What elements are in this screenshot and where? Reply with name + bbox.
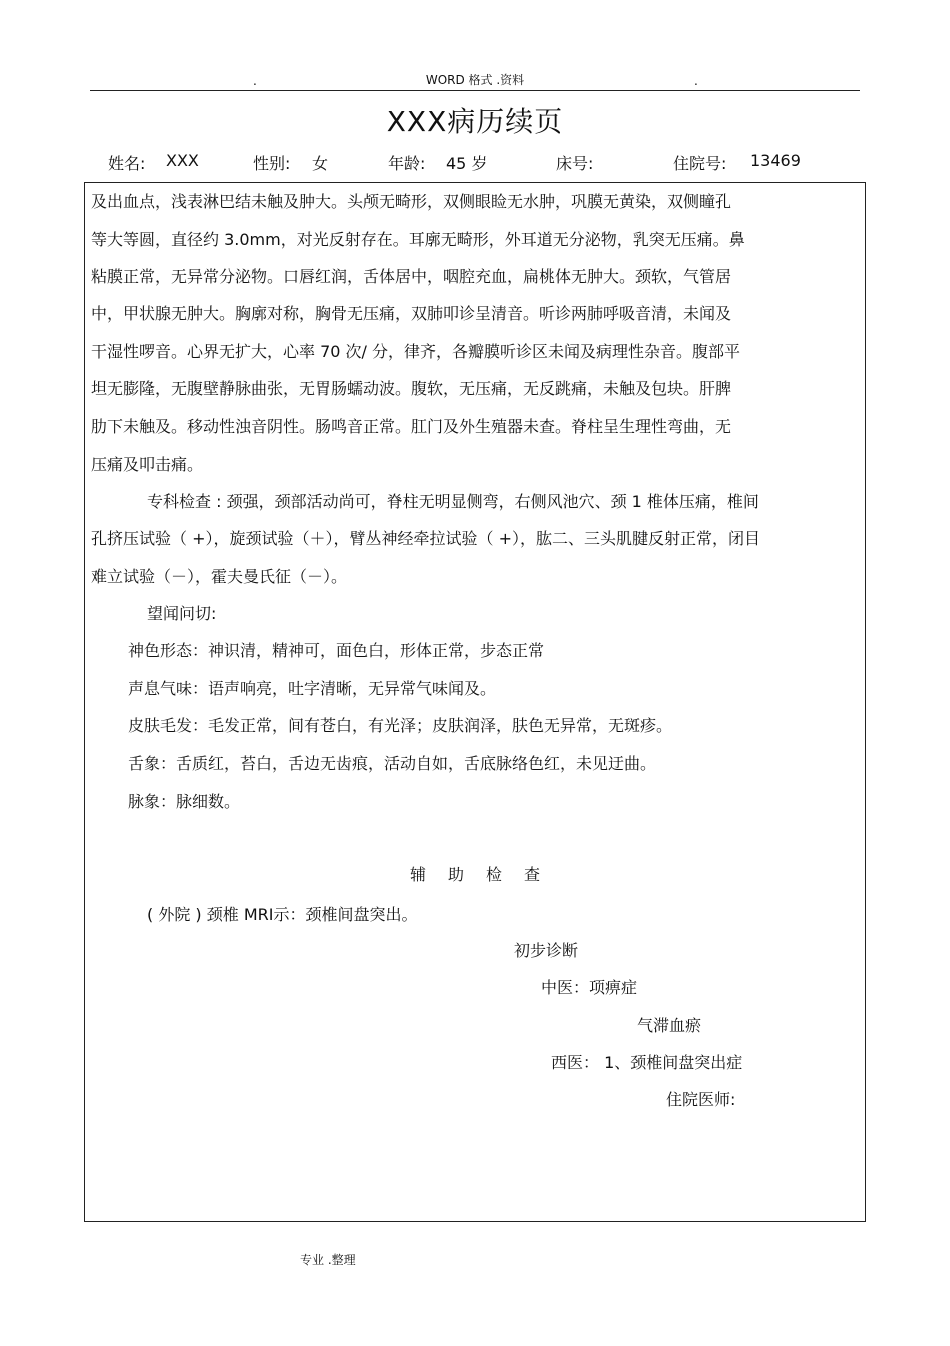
tcm-item: 皮肤毛发：毛发正常，间有苍白，有光泽；皮肤润泽，肤色无异常，无斑疹。 xyxy=(128,716,673,735)
patient-gender: 女 xyxy=(312,154,329,173)
tcm-item: 神色形态：神识清，精神可，面色白，形体正常，步态正常 xyxy=(128,641,545,660)
body-line: 及出血点，浅表淋巴结未触及肿大。头颅无畸形，双侧眼睑无水肿，巩膜无黄染，双侧瞳孔 xyxy=(91,192,732,211)
record-frame xyxy=(84,182,866,1222)
name-label: 姓名: xyxy=(108,154,146,173)
auxiliary-heading: 辅助检查 xyxy=(409,865,562,884)
doctor-signature-label: 住院医师: xyxy=(666,1090,736,1109)
page-footer: 专业 .整理 xyxy=(300,1253,356,1267)
specialist-line: 难立试验（－），霍夫曼氏征（－）。 xyxy=(91,567,348,586)
header-right-dot: . xyxy=(694,74,698,88)
tcm-item: 声息气味：语声响亮，吐字清晰，无异常气味闻及。 xyxy=(128,679,497,698)
tcm-heading: 望闻问切: xyxy=(147,604,217,623)
western-diagnosis: 西医： 1、颈椎间盘突出症 xyxy=(551,1053,743,1072)
admission-label: 住院号: xyxy=(673,154,727,173)
auxiliary-text: ( 外院 ) 颈椎 MRI示：颈椎间盘突出。 xyxy=(147,905,418,924)
body-line: 中，甲状腺无肿大。胸廓对称，胸骨无压痛，双肺叩诊呈清音。听诊两肺呼吸音清，未闻及 xyxy=(91,304,732,323)
body-line: 粘膜正常，无异常分泌物。口唇红润，舌体居中，咽腔充血，扁桃体无肿大。颈软，气管居 xyxy=(91,267,732,286)
body-line: 压痛及叩击痛。 xyxy=(91,455,204,474)
header-text: WORD 格式 .资料 xyxy=(425,73,525,87)
body-line: 肋下未触及。移动性浊音阴性。肠鸣音正常。肛门及外生殖器未查。脊柱呈生理性弯曲，无 xyxy=(91,417,732,436)
header-left-dot: . xyxy=(253,74,257,88)
body-line: 坦无膨隆，无腹壁静脉曲张，无胃肠蠕动波。腹软，无压痛，无反跳痛，未触及包块。肝脾 xyxy=(91,379,732,398)
tcm-item: 脉象：脉细数。 xyxy=(128,792,241,811)
gender-label: 性别: xyxy=(253,154,291,173)
diagnosis-heading: 初步诊断 xyxy=(514,941,579,960)
admission-number: 13469 xyxy=(750,151,801,170)
header-rule xyxy=(90,90,860,91)
age-label: 年龄: xyxy=(388,154,426,173)
specialist-line: 孔挤压试验（ +），旋颈试验（＋），臂丛神经牵拉试验（ +），肱二、三头肌腱反射正常，闭目 xyxy=(91,529,760,548)
tcm-item: 舌象：舌质红，苔白，舌边无齿痕，活动自如，舌底脉络色红，未见迂曲。 xyxy=(128,754,657,773)
patient-age: 45 岁 xyxy=(446,154,488,173)
body-line: 等大等圆，直径约 3.0mm，对光反射存在。耳廓无畸形，外耳道无分泌物，乳突无压痛。鼻 xyxy=(91,230,745,249)
body-line: 干湿性啰音。心界无扩大，心率 70 次/ 分，律齐，各瓣膜听诊区未闻及病理性杂音。腹部平 xyxy=(91,342,741,361)
tcm-diagnosis: 中医：项痹症 xyxy=(541,978,638,997)
tcm-syndrome: 气滞血瘀 xyxy=(637,1016,702,1035)
bed-label: 床号: xyxy=(556,154,594,173)
page-title: XXX病历续页 xyxy=(386,105,564,138)
specialist-line: 专科检查 : 颈强，颈部活动尚可，脊柱无明显侧弯，右侧风池穴、颈 1 椎体压痛，椎间 xyxy=(147,492,759,511)
patient-name: XXX xyxy=(166,151,199,170)
